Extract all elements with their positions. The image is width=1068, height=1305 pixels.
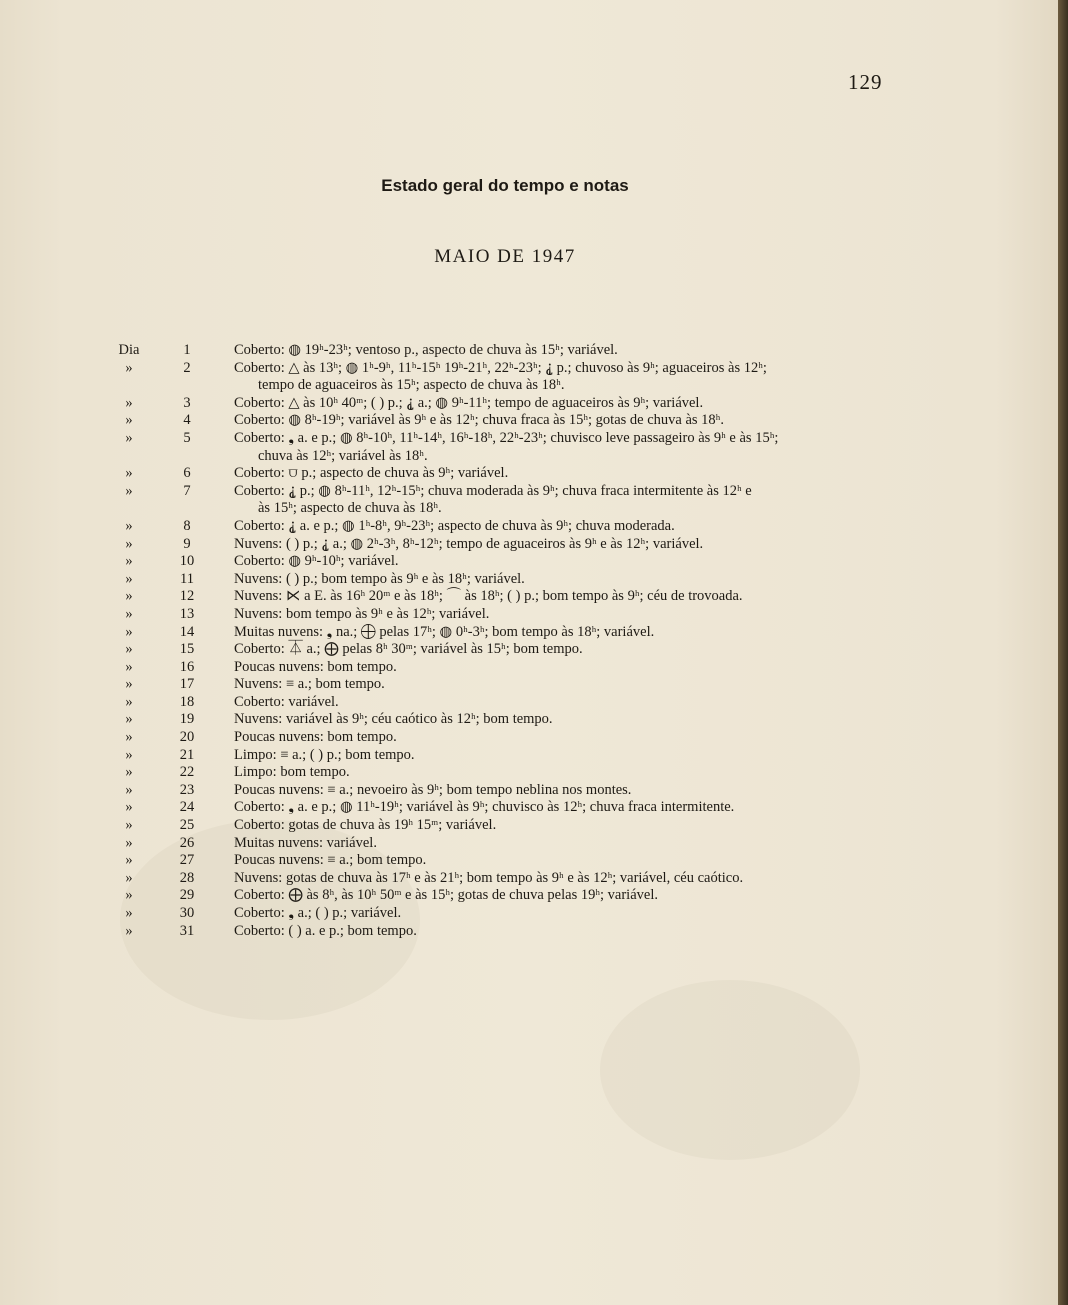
day-number: 18 <box>179 693 195 710</box>
notes-line: Coberto: ⨁ às 8ʰ, às 10ʰ 50ᵐ e às 15ʰ; gotas de chuva pelas 19ʰ; variável. <box>234 887 658 904</box>
day-notes <box>234 536 894 554</box>
day-notes <box>234 887 894 905</box>
notes-line: Coberto: ❟ a. e p.; ◍ 8ʰ-10ʰ, 11ʰ-14ʰ, 16ʰ-18ʰ, 22ʰ-23ʰ; chuvisco leve passageiro às 9ʰ e às 15ʰ; <box>234 429 779 446</box>
notes-line: Coberto: ◍ 19ʰ-23ʰ; ventoso p., aspecto de chuva às 15ʰ; variável. <box>234 342 618 358</box>
table-row <box>0 887 1058 905</box>
day-notes <box>234 659 894 677</box>
table-row <box>0 342 1058 360</box>
day-number: 19 <box>179 711 195 728</box>
day-notes <box>234 430 894 465</box>
notes-line: Poucas nuvens: bom tempo. <box>234 658 397 675</box>
table-row <box>0 571 1058 589</box>
ditto-mark: » <box>125 623 133 640</box>
table-row <box>0 588 1058 606</box>
table-row <box>0 430 1058 465</box>
day-number: 25 <box>179 817 195 834</box>
ditto-mark: » <box>125 764 133 781</box>
paper-stain <box>600 980 860 1160</box>
section-heading: Estado geral do tempo e notas <box>381 176 629 195</box>
day-notes <box>234 412 894 430</box>
table-row <box>0 360 1058 395</box>
table-row <box>0 747 1058 765</box>
day-notes <box>234 588 894 606</box>
notes-line: Coberto: △ às 13ʰ; ◍ 1ʰ-9ʰ, 11ʰ-15ʰ 19ʰ-21ʰ, 22ʰ-23ʰ; ⸘ p.; chuvoso às 9ʰ; aguaceiros às 12ʰ; <box>234 359 767 376</box>
notes-line: Nuvens: ⋉ a E. às 16ʰ 20ᵐ e às 18ʰ; ⌒ às 18ʰ; ( ) p.; bom tempo às 9ʰ; céu de trovoada. <box>234 588 743 605</box>
ditto-mark: » <box>125 359 133 376</box>
table-row <box>0 852 1058 870</box>
day-number: 2 <box>183 359 191 376</box>
day-notes <box>234 360 894 395</box>
day-number: 20 <box>179 729 195 746</box>
ditto-mark: » <box>125 570 133 587</box>
notes-line: Coberto: ❟ a. e p.; ◍ 11ʰ-19ʰ; variável às 9ʰ; chuvisco às 12ʰ; chuva fraca intermitente. <box>234 799 735 816</box>
table-row <box>0 905 1058 923</box>
day-number: 5 <box>183 429 191 446</box>
day-notes <box>234 624 894 642</box>
day-number: 22 <box>179 764 195 781</box>
notes-line: Coberto: ⸘ p.; ◍ 8ʰ-11ʰ, 12ʰ-15ʰ; chuva moderada às 9ʰ; chuva fraca intermitente às 12ʰ e <box>234 482 752 499</box>
notes-line: Limpo: ≡ a.; ( ) p.; bom tempo. <box>234 746 415 763</box>
day-number: 28 <box>179 869 195 886</box>
notes-line: Poucas nuvens: ≡ a.; bom tempo. <box>234 852 427 869</box>
day-number: 31 <box>179 922 195 939</box>
month-title: MAIO DE 1947 <box>434 246 576 267</box>
ditto-mark: » <box>125 817 133 834</box>
ditto-mark: » <box>125 869 133 886</box>
day-notes <box>234 518 894 536</box>
table-row <box>0 782 1058 800</box>
notes-line: Coberto: variável. <box>234 693 339 710</box>
day-notes <box>234 711 894 729</box>
day-notes <box>234 465 894 483</box>
day-notes <box>234 835 894 853</box>
table-row <box>0 676 1058 694</box>
day-number: 30 <box>179 905 195 921</box>
day-number: 1 <box>183 342 191 358</box>
ditto-mark: » <box>125 553 133 570</box>
notes-line: Coberto: ◍ 9ʰ-10ʰ; variável. <box>234 553 399 570</box>
table-row <box>0 764 1058 782</box>
ditto-mark: » <box>125 605 133 622</box>
day-notes <box>234 852 894 870</box>
table-row <box>0 799 1058 817</box>
day-number: 9 <box>183 535 191 552</box>
day-number: 8 <box>183 517 191 534</box>
day-number: 27 <box>179 852 195 869</box>
weather-notes-table <box>0 342 1058 940</box>
ditto-mark: » <box>125 799 133 816</box>
day-number: 16 <box>179 658 195 675</box>
notes-line: Muitas nuvens: ❟ na.; ⨁ pelas 17ʰ; ◍ 0ʰ-3ʰ; bom tempo às 18ʰ; variável. <box>234 623 655 640</box>
table-row <box>0 729 1058 747</box>
day-notes <box>234 606 894 624</box>
table-row <box>0 412 1058 430</box>
day-number: 7 <box>183 482 191 499</box>
notes-line: Poucas nuvens: ≡ a.; nevoeiro às 9ʰ; bom tempo neblina nos montes. <box>234 781 632 798</box>
ditto-mark: » <box>125 394 133 411</box>
ditto-mark: » <box>125 676 133 693</box>
notes-line: Coberto: ◍ 8ʰ-19ʰ; variável às 9ʰ e às 12ʰ; chuva fraca às 15ʰ; gotas de chuva às 18ʰ. <box>234 412 724 429</box>
table-row <box>0 870 1058 888</box>
day-number: 10 <box>179 553 195 570</box>
ditto-mark: » <box>125 729 133 746</box>
page-number: 129 <box>848 70 883 94</box>
notes-line: Coberto: △ às 10ʰ 40ᵐ; ( ) p.; ⸘ a.; ◍ 9ʰ-11ʰ; tempo de aguaceiros às 9ʰ; variável. <box>234 394 704 411</box>
ditto-mark: » <box>125 922 133 939</box>
ditto-mark: » <box>125 535 133 552</box>
notes-line: Nuvens: ( ) p.; bom tempo às 9ʰ e às 18ʰ; variável. <box>234 570 525 587</box>
notes-line: Poucas nuvens: bom tempo. <box>234 729 397 746</box>
day-notes <box>234 729 894 747</box>
day-number: 23 <box>179 781 195 798</box>
table-row <box>0 694 1058 712</box>
notes-line: Nuvens: ≡ a.; bom tempo. <box>234 676 385 693</box>
table-row <box>0 659 1058 677</box>
day-notes <box>234 571 894 589</box>
ditto-mark: » <box>125 658 133 675</box>
ditto-mark: » <box>125 887 133 904</box>
ditto-mark: » <box>125 781 133 798</box>
notes-continuation-line: chuva às 12ʰ; variável às 18ʰ. <box>258 447 428 464</box>
table-row <box>0 624 1058 642</box>
day-number: 13 <box>179 605 195 622</box>
table-row <box>0 553 1058 571</box>
ditto-mark: » <box>125 412 133 429</box>
day-notes <box>234 342 894 360</box>
ditto-mark: » <box>125 588 133 605</box>
day-notes <box>234 395 894 413</box>
day-notes <box>234 799 894 817</box>
day-notes <box>234 641 894 659</box>
day-notes <box>234 764 894 782</box>
table-row <box>0 395 1058 413</box>
ditto-mark: » <box>125 746 133 763</box>
day-number: 12 <box>179 588 195 605</box>
day-number: 6 <box>183 465 191 482</box>
day-notes <box>234 905 894 923</box>
day-number: 29 <box>179 887 195 904</box>
day-notes <box>234 747 894 765</box>
notes-line: Nuvens: gotas de chuva às 17ʰ e às 21ʰ; bom tempo às 9ʰ e às 12ʰ; variável, céu caótico. <box>234 869 744 886</box>
day-number: 11 <box>180 570 194 587</box>
ditto-mark: » <box>125 641 133 658</box>
notes-line: Nuvens: bom tempo às 9ʰ e às 12ʰ; variável. <box>234 605 490 622</box>
notes-line: Muitas nuvens: variável. <box>234 834 377 851</box>
ditto-mark: » <box>125 711 133 728</box>
table-row <box>0 923 1058 941</box>
column-label-dia: Dia <box>118 342 140 358</box>
day-notes <box>234 676 894 694</box>
day-notes <box>234 870 894 888</box>
ditto-mark: » <box>125 834 133 851</box>
day-number: 15 <box>179 641 195 658</box>
notes-line: Coberto: gotas de chuva às 19ʰ 15ᵐ; variável. <box>234 817 497 834</box>
table-row <box>0 518 1058 536</box>
ditto-mark: » <box>125 693 133 710</box>
notes-line: Nuvens: ( ) p.; ⸘ a.; ◍ 2ʰ-3ʰ, 8ʰ-12ʰ; tempo de aguaceiros às 9ʰ e às 12ʰ; variável. <box>234 535 704 552</box>
notes-line: Coberto: ⏄ a.; ⨁ pelas 8ʰ 30ᵐ; variável às 15ʰ; bom tempo. <box>234 641 583 658</box>
table-row <box>0 641 1058 659</box>
ditto-mark: » <box>125 465 133 482</box>
notes-line: Coberto: ⩌ p.; aspecto de chuva às 9ʰ; variável. <box>234 465 509 482</box>
notes-line: Coberto: ( ) a. e p.; bom tempo. <box>234 922 417 939</box>
table-row <box>0 711 1058 729</box>
day-notes <box>234 817 894 835</box>
book-binding-edge <box>1058 0 1068 1305</box>
table-row <box>0 465 1058 483</box>
day-notes <box>234 553 894 571</box>
day-notes <box>234 923 894 941</box>
notes-continuation-line: tempo de aguaceiros às 15ʰ; aspecto de chuva às 18ʰ. <box>258 377 565 394</box>
table-row <box>0 835 1058 853</box>
day-number: 26 <box>179 834 195 851</box>
day-number: 24 <box>179 799 195 816</box>
ditto-mark: » <box>125 429 133 446</box>
day-number: 21 <box>179 746 195 763</box>
day-number: 3 <box>183 394 191 411</box>
table-row <box>0 483 1058 518</box>
ditto-mark: » <box>125 517 133 534</box>
day-number: 4 <box>183 412 191 429</box>
day-number: 14 <box>179 623 195 640</box>
notes-line: Nuvens: variável às 9ʰ; céu caótico às 12ʰ; bom tempo. <box>234 711 553 728</box>
day-notes <box>234 694 894 712</box>
day-number: 17 <box>179 676 195 693</box>
table-row <box>0 606 1058 624</box>
notes-line: Limpo: bom tempo. <box>234 764 350 781</box>
ditto-mark: » <box>125 482 133 499</box>
notes-continuation-line: às 15ʰ; aspecto de chuva às 18ʰ. <box>258 500 442 517</box>
ditto-mark: » <box>125 905 133 921</box>
day-notes <box>234 782 894 800</box>
ditto-mark: » <box>125 852 133 869</box>
table-row <box>0 536 1058 554</box>
notes-line: Coberto: ⸘ a. e p.; ◍ 1ʰ-8ʰ, 9ʰ-23ʰ; aspecto de chuva às 9ʰ; chuva moderada. <box>234 517 675 534</box>
notes-line: Coberto: ❟ a.; ( ) p.; variável. <box>234 905 402 921</box>
table-row <box>0 817 1058 835</box>
day-notes <box>234 483 894 518</box>
